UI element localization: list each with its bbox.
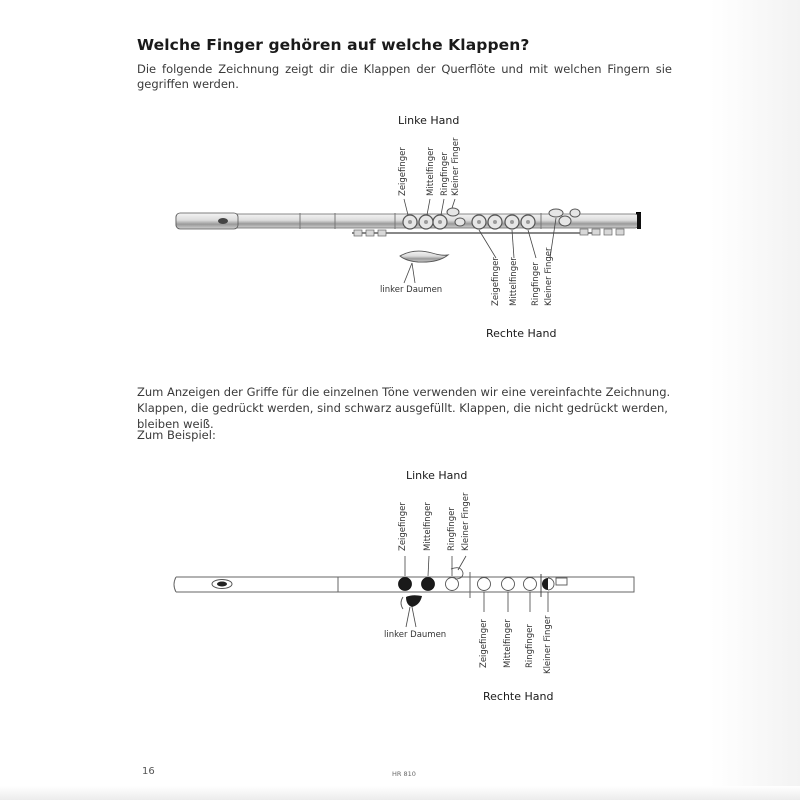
- key-left-ring-open: [446, 578, 459, 591]
- figure1-left-hand-label: Linke Hand: [398, 114, 460, 127]
- key-right-middle-open: [502, 578, 515, 591]
- key-right-index-open: [478, 578, 491, 591]
- figure1-thumb-label: linker Daumen: [380, 285, 443, 295]
- explanation-paragraph: Zum Anzeigen der Griffe für die einzelnen Töne verwenden wir eine vereinfachte Zeichnung. Klappen, die gedrückt werden, sind schwarz ausgefüllt. Klappen, die nicht gedrückt werden, bleiben weiß.: [137, 385, 671, 431]
- section-heading: Welche Finger gehören auf welche Klappen?: [137, 36, 530, 54]
- figure1-right-hand-label: Rechte Hand: [486, 327, 557, 340]
- key-right-extra-open: [556, 578, 567, 585]
- fig2-left-finger-label-4: Kleiner Finger: [461, 492, 471, 551]
- figure2-thumb-label: linker Daumen: [384, 630, 447, 640]
- fig2-right-finger-label-2: Mittelfinger: [503, 619, 513, 668]
- fig1-right-finger-label-3: Ringfinger: [531, 262, 541, 306]
- publisher-code: HR 810: [392, 770, 416, 778]
- fig1-left-finger-label-4: Kleiner Finger: [451, 137, 461, 196]
- fig1-left-finger-label-2: Mittelfinger: [426, 147, 436, 196]
- fig1-left-finger-label-3: Ringfinger: [440, 152, 450, 196]
- figure2-right-hand-label: Rechte Hand: [483, 690, 554, 703]
- page-number: 16: [142, 766, 155, 777]
- example-label: Zum Beispiel:: [137, 428, 216, 442]
- fig1-left-finger-label-1: Zeigefinger: [398, 147, 408, 196]
- key-left-index-pressed: [399, 578, 412, 591]
- fig2-right-finger-label-4: Kleiner Finger: [543, 615, 553, 674]
- fig1-right-finger-label-1: Zeigefinger: [491, 257, 501, 306]
- embouchure-lip-plate: [217, 582, 227, 587]
- figure2-left-hand-label: Linke Hand: [406, 469, 468, 482]
- fig2-right-finger-label-3: Ringfinger: [525, 624, 535, 668]
- fig2-right-finger-label-1: Zeigefinger: [479, 619, 489, 668]
- fig1-right-finger-label-4: Kleiner Finger: [544, 247, 554, 306]
- thumb-key-pressed: [406, 595, 422, 607]
- key-right-ring-open: [524, 578, 537, 591]
- intro-paragraph: Die folgende Zeichnung zeigt dir die Klappen der Querflöte und mit welchen Fingern sie gegriffen werden.: [137, 62, 672, 91]
- fig1-right-finger-label-2: Mittelfinger: [509, 257, 519, 306]
- fig2-left-finger-label-3: Ringfinger: [447, 507, 457, 551]
- fig2-left-finger-label-1: Zeigefinger: [398, 502, 408, 551]
- key-left-middle-pressed: [422, 578, 435, 591]
- fig2-left-finger-label-2: Mittelfinger: [423, 502, 433, 551]
- key-right-little-pressed: [542, 578, 548, 590]
